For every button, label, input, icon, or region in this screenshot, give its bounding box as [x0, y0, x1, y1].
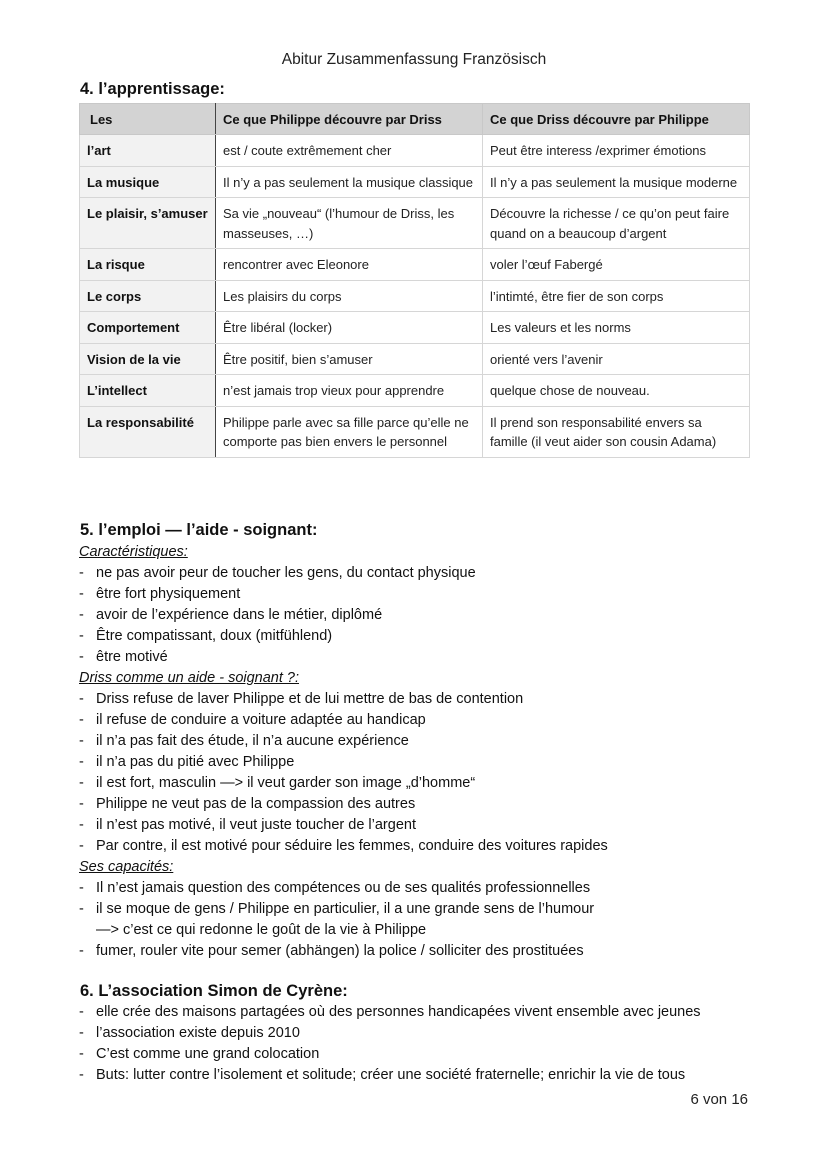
- table-cell: Il n’y a pas seulement la musique moderne: [483, 166, 750, 198]
- list-item: - il est fort, masculin —> il veut garder son image „d’homme“: [79, 773, 759, 794]
- table-cell: l’intimté, être fier de son corps: [483, 280, 750, 312]
- table-cell: Être libéral (locker): [216, 312, 483, 344]
- table-row: [80, 198, 750, 249]
- row-topic: La risque: [80, 249, 216, 281]
- page-header-title: Abitur Zusammenfassung Französisch: [281, 51, 547, 68]
- section-5-heading: 5. l’emploi — l’aide - soignant:: [80, 521, 318, 539]
- subheading-capacities: Ses capacités:: [79, 859, 174, 875]
- list-item: - Être compatissant, doux (mitfühlend): [79, 626, 759, 647]
- section-4-heading: 4. l’apprentissage:: [80, 80, 225, 98]
- list-item: - être fort physiquement: [79, 584, 759, 605]
- row-topic: Le corps: [80, 280, 216, 312]
- section-5-body: [79, 542, 759, 962]
- list-item: - Philippe ne veut pas de la compassion des autres: [79, 794, 759, 815]
- row-topic: Vision de la vie: [80, 343, 216, 375]
- list-item: - il se moque de gens / Philippe en particulier, il a une grande sens de l’humour: [79, 899, 759, 920]
- column-header: Ce que Philippe découvre par Driss: [216, 104, 483, 135]
- list-item: - Buts: lutter contre l’isolement et solitude; créer une société fraternelle; enrichir la vie de tous: [79, 1065, 759, 1086]
- page-number: 6 von 16: [690, 1091, 748, 1108]
- table-cell: Découvre la richesse / ce qu’on peut faire quand on a beaucoup d’argent: [483, 198, 750, 249]
- list-item: - Il n’est jamais question des compétences ou de ses qualités professionnelles: [79, 878, 759, 899]
- row-topic: La musique: [80, 166, 216, 198]
- table-cell: Les valeurs et les norms: [483, 312, 750, 344]
- list-item: - il n’a pas fait des étude, il n’a aucune expérience: [79, 731, 759, 752]
- table-cell: Sa vie „nouveau“ (l’humour de Driss, les masseuses, …): [216, 198, 483, 249]
- table-cell: voler l’œuf Fabergé: [483, 249, 750, 281]
- section-6-body: [79, 1002, 759, 1086]
- table-cell: est / coute extrêmement cher: [216, 135, 483, 167]
- list-item: - avoir de l’expérience dans le métier, diplômé: [79, 605, 759, 626]
- subheading-characteristics: Caractéristiques:: [79, 544, 188, 560]
- column-header: Les: [80, 104, 216, 135]
- table-row: [80, 135, 750, 167]
- table-row: [80, 166, 750, 198]
- table-cell: Peut être interess /exprimer émotions: [483, 135, 750, 167]
- table-cell: Être positif, bien s’amuser: [216, 343, 483, 375]
- table-row: [80, 249, 750, 281]
- row-topic: Comportement: [80, 312, 216, 344]
- list-item: - elle crée des maisons partagées où des personnes handicapées vivent ensemble avec jeunes: [79, 1002, 759, 1023]
- table-cell: quelque chose de nouveau.: [483, 375, 750, 407]
- row-topic: Le plaisir, s’amuser: [80, 198, 216, 249]
- learning-table: [79, 103, 750, 458]
- table-row: [80, 280, 750, 312]
- table-cell: Il n’y a pas seulement la musique classique: [216, 166, 483, 198]
- list-item: - l’association existe depuis 2010: [79, 1023, 759, 1044]
- list-item: - il n’a pas du pitié avec Philippe: [79, 752, 759, 773]
- table-cell: orienté vers l’avenir: [483, 343, 750, 375]
- list-item: - il n’est pas motivé, il veut juste toucher de l’argent: [79, 815, 759, 836]
- row-topic: L’intellect: [80, 375, 216, 407]
- table-row: [80, 312, 750, 344]
- table-cell: Il prend son responsabilité envers sa famille (il veut aider son cousin Adama): [483, 406, 750, 457]
- list-item-continuation: —> c’est ce qui redonne le goût de la vie à Philippe: [96, 922, 427, 938]
- row-topic: La responsabilité: [80, 406, 216, 457]
- list-item: - être motivé: [79, 647, 759, 668]
- list-item: - il refuse de conduire a voiture adaptée au handicap: [79, 710, 759, 731]
- table-cell: Philippe parle avec sa fille parce qu’elle ne comporte pas bien envers le personnel: [216, 406, 483, 457]
- table-cell: Les plaisirs du corps: [216, 280, 483, 312]
- subheading-driss-as-caregiver: Driss comme un aide - soignant ?:: [79, 670, 300, 686]
- list-item: - ne pas avoir peur de toucher les gens, du contact physique: [79, 563, 759, 584]
- list-item: - Driss refuse de laver Philippe et de lui mettre de bas de contention: [79, 689, 759, 710]
- list-item: - C’est comme une grand colocation: [79, 1044, 759, 1065]
- table-header-row: [80, 104, 750, 135]
- row-topic: l’art: [80, 135, 216, 167]
- list-item: - Par contre, il est motivé pour séduire les femmes, conduire des voitures rapides: [79, 836, 759, 857]
- table-cell: rencontrer avec Eleonore: [216, 249, 483, 281]
- table-row: [80, 343, 750, 375]
- list-item: - fumer, rouler vite pour semer (abhängen) la police / solliciter des prostituées: [79, 941, 759, 962]
- column-header: Ce que Driss découvre par Philippe: [483, 104, 750, 135]
- table-cell: n’est jamais trop vieux pour apprendre: [216, 375, 483, 407]
- table-row: [80, 375, 750, 407]
- table-row: [80, 406, 750, 457]
- section-6-heading: 6. L’association Simon de Cyrène:: [80, 982, 348, 1000]
